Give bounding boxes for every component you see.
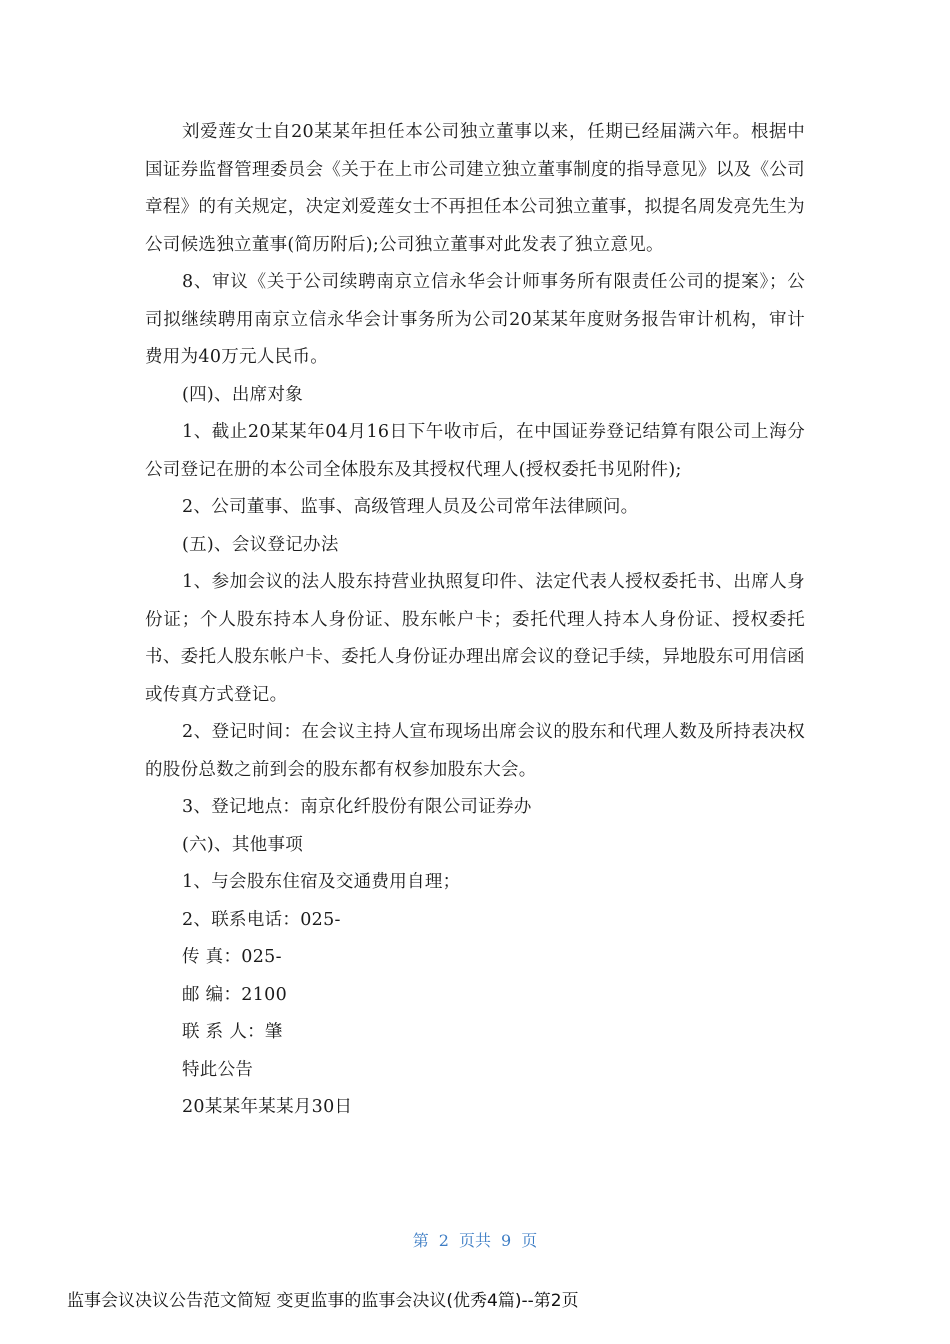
page-number-footer	[0, 1228, 950, 1251]
paragraph: 1、截止20某某年04月16日下午收市后，在中国证券登记结算有限公司上海分公司登记在册的本公司全体股东及其授权代理人(授权委托书见附件);	[145, 422, 805, 480]
paragraph: 2、登记时间：在会议主持人宣布现场出席会议的股东和代理人数及所持表决权的股份总数之前到会的股东都有权参加股东大会。	[145, 722, 805, 780]
paragraph: 1、与会股东住宿及交通费用自理；	[182, 872, 461, 892]
announcement-closing: 特此公告	[182, 1059, 254, 1080]
document-title: 监事会议决议公告范文简短 变更监事的监事会决议(优秀4篇)--第2页	[67, 1291, 579, 1311]
paragraph: 8、审议《关于公司续聘南京立信永华会计师事务所有限责任公司的提案》；公司拟继续聘用南京立信永华会计事务所为公司20某某年度财务报告审计机构，审计费用为40万元人民币。	[145, 272, 805, 367]
page-label: 第	[412, 1231, 429, 1250]
page-total: 9	[501, 1231, 512, 1250]
section-heading: (五)、会议登记办法	[182, 534, 339, 555]
contact-fax: 传 真：025-	[182, 947, 282, 967]
contact-person: 联 系 人：肇	[182, 1022, 283, 1042]
paragraph: 刘爱莲女士自20某某年担任本公司独立董事以来，任期已经届满六年。根据中国证券监督管理委员会《关于在上市公司建立独立董事制度的指导意见》以及《公司章程》的有关规定，决定刘爱莲女士不再担任本公司独立董事，拟提名周发亮先生为公司候选独立董事(简历附后);公司独立董事对此发表了独立意见。	[145, 122, 805, 255]
section-heading: (六)、其他事项	[182, 834, 304, 855]
paragraph: 1、参加会议的法人股东持营业执照复印件、法定代表人授权委托书、出席人身份证；个人股东持本人身份证、股东帐户卡；委托代理人持本人身份证、授权委托书、委托人股东帐户卡、委托人身份证办理出席会议的登记手续，异地股东可用信函或传真方式登记。	[145, 572, 805, 705]
page-label: 页共	[458, 1231, 491, 1250]
paragraph: 2、公司董事、监事、高级管理人员及公司常年法律顾问。	[182, 497, 639, 517]
section-heading: (四)、出席对象	[182, 384, 304, 405]
contact-postcode: 邮 编：2100	[182, 984, 287, 1005]
document-body	[145, 114, 805, 1127]
announcement-date: 20某某年某某月30日	[182, 1097, 353, 1117]
page-label: 页	[521, 1231, 538, 1250]
paragraph: 3、登记地点：南京化纤股份有限公司证券办	[182, 797, 532, 817]
page-current: 2	[438, 1231, 449, 1250]
contact-phone: 2、联系电话：025-	[182, 909, 341, 930]
